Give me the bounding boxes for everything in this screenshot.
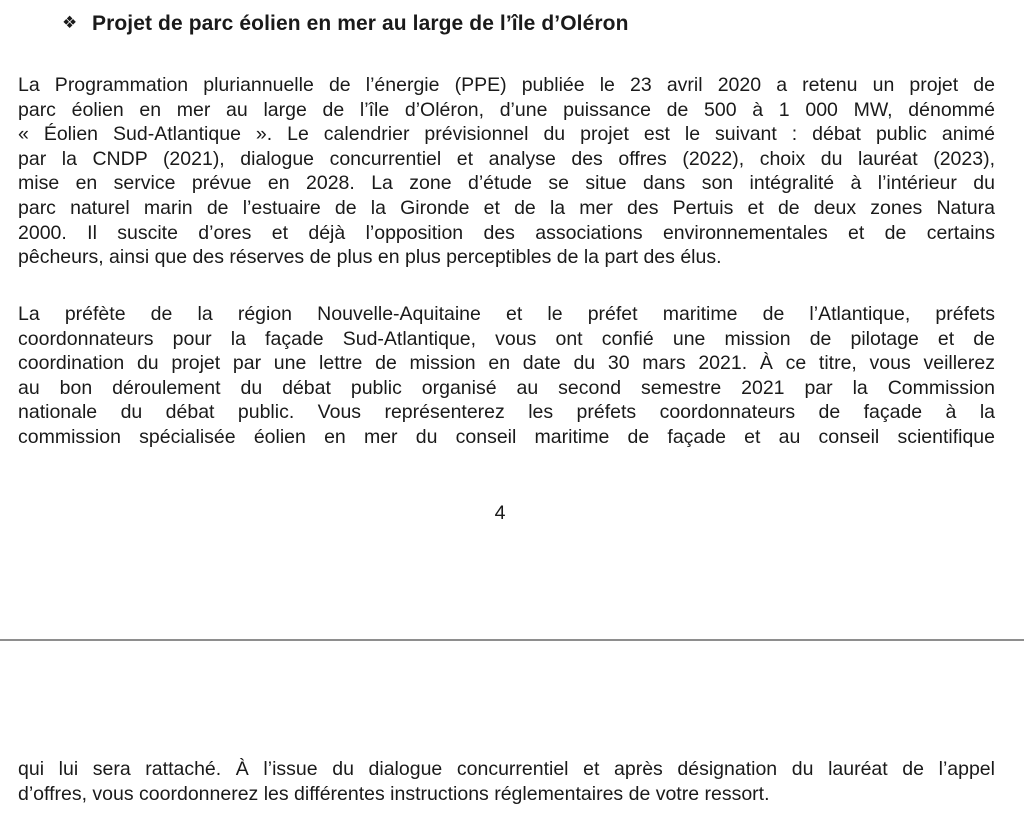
- text-line: parc éolien en mer au large de l’île d’Oléron, d’une puissance de 500 à 1 000 MW, dénommé: [18, 98, 995, 121]
- text-line: La Programmation pluriannuelle de l’énergie (PPE) publiée le 23 avril 2020 a retenu un projet de: [18, 74, 995, 96]
- paragraph-continuation: [18, 757, 995, 806]
- text-line: parc naturel marin de l’estuaire de la Gironde et de la mer des Pertuis et de deux zones Natura: [18, 196, 995, 219]
- paragraph-mission: [18, 302, 995, 450]
- text-line: coordination du projet par une lettre de mission en date du 30 mars 2021. À ce titre, vous veillerez: [18, 352, 995, 375]
- diamond-bullet-icon: ❖: [62, 13, 78, 32]
- text-line: au bon déroulement du débat public organisé au second semestre 2021 par la Commission: [18, 376, 995, 399]
- text-line: 2000. Il suscite d’ores et déjà l’opposition des associations environnementales et de certains: [18, 221, 995, 244]
- page-divider: [0, 639, 1024, 641]
- text-line: mise en service prévue en 2028. La zone d’étude se situe dans son intégralité à l’intérieur du: [18, 172, 995, 195]
- section-heading: [62, 12, 629, 36]
- text-line: La préfète de la région Nouvelle-Aquitaine et le préfet maritime de l’Atlantique, préfets: [18, 303, 995, 325]
- section-title: Projet de parc éolien en mer au large de l’île d’Oléron: [92, 12, 629, 35]
- text-line: nationale du débat public. Vous représenterez les préfets coordonnateurs de façade à la: [18, 401, 995, 424]
- text-line: d’offres, vous coordonnerez les différentes instructions réglementaires de votre ressort.: [18, 782, 770, 805]
- paragraph-ppe-project: [18, 73, 995, 270]
- text-line: coordonnateurs pour la façade Sud-Atlantique, vous ont confié une mission de pilotage et de: [18, 327, 995, 350]
- page-number: 4: [494, 502, 506, 524]
- text-line: qui lui sera rattaché. À l’issue du dialogue concurrentiel et après désignation du lauréat de l’appel: [18, 758, 995, 780]
- text-line: commission spécialisée éolien en mer du conseil maritime de façade et au conseil scientifique: [18, 425, 995, 448]
- text-line: pêcheurs, ainsi que des réserves de plus en plus perceptibles de la part des élus.: [18, 246, 722, 269]
- text-line: par la CNDP (2021), dialogue concurrentiel et analyse des offres (2022), choix du lauréat (2023),: [18, 147, 995, 170]
- text-line: « Éolien Sud-Atlantique ». Le calendrier prévisionnel du projet est le suivant : débat public animé: [18, 123, 995, 146]
